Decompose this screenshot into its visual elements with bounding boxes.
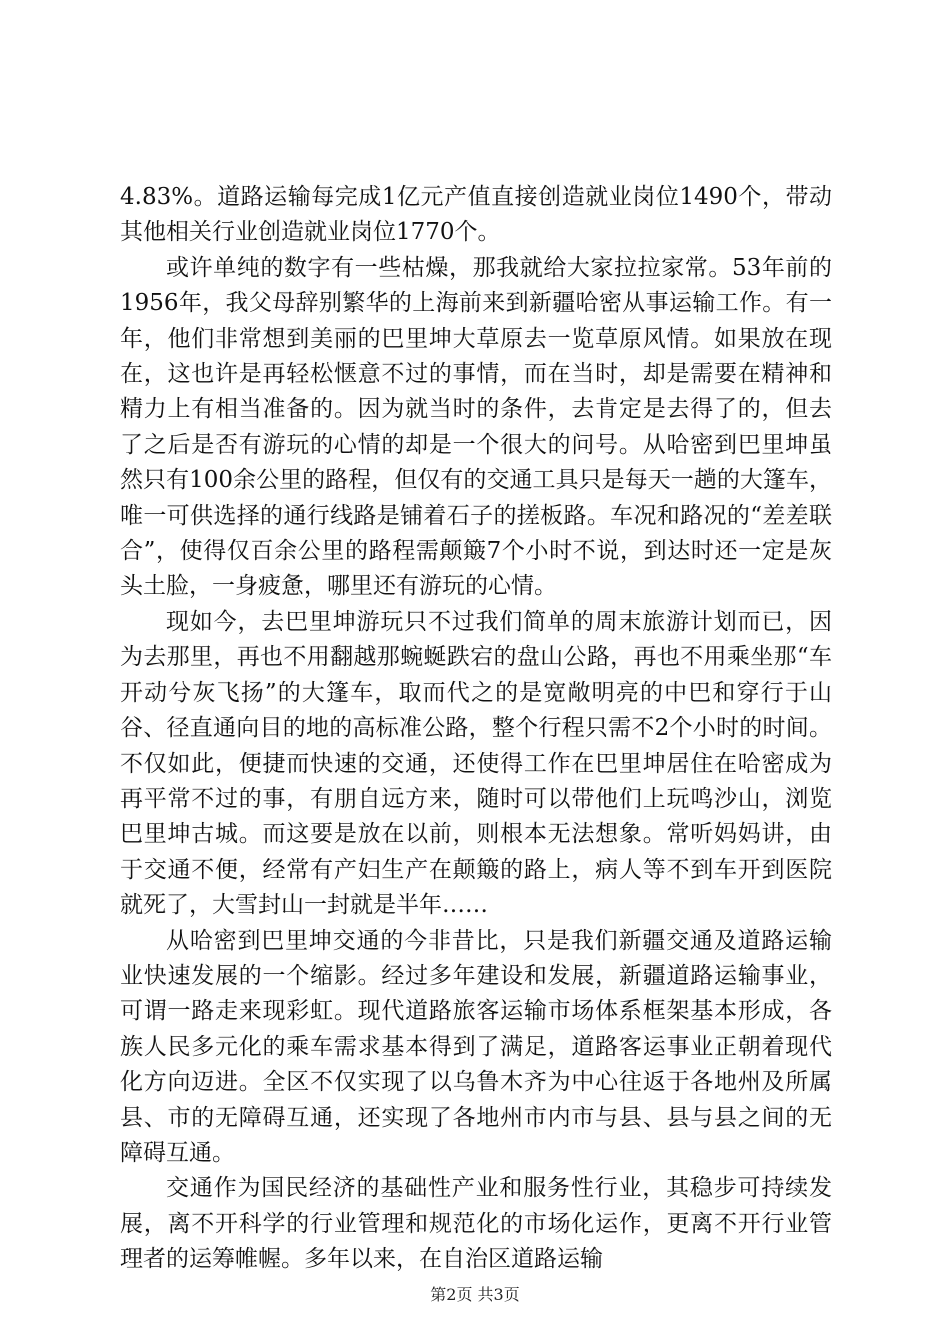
page-number-footer: 第2页 共3页 bbox=[430, 1285, 520, 1304]
paragraph: 或许单纯的数字有一些枯燥，那我就给大家拉拉家常。53年前的1956年，我父母辞别繁华的上海前来到新疆哈密从事运输工作。有一年，他们非常想到美丽的巴里坤大草原去一览草原风情。如果放在现在，这也许是再轻松惬意不过的事情，而在当时，却是需要在精神和精力上有相当准备的。因为就当时的条件，去肯定是去得了的，但去了之后是否有游玩的心情的却是一个很大的问号。从哈密到巴里坤虽然只有100余公里的路程，但仅有的交通工具只是每天一趟的大篷车，唯一可供选择的通行线路是铺着石子的搓板路。车况和路况的“差差联合”，使得仅百余公里的路程需颠簸7个小时不说，到达时还一定是灰头土脸，一身疲惫，哪里还有游玩的心情。 bbox=[120, 254, 832, 600]
body-text bbox=[120, 180, 832, 1278]
paragraph: 4.83%。道路运输每完成1亿元产值直接创造就业岗位1490个，带动其他相关行业创造就业岗位1770个。 bbox=[120, 184, 832, 246]
paragraph: 从哈密到巴里坤交通的今非昔比，只是我们新疆交通及道路运输业快速发展的一个缩影。经过多年建设和发展，新疆道路运输事业，可谓一路走来现彩虹。现代道路旅客运输市场体系框架基本形成，各族人民多元化的乘车需求基本得到了满足，道路客运事业正朝着现代化方向迈进。全区不仅实现了以乌鲁木齐为中心往返于各地州及所属县、市的无障碍互通，还实现了各地州市内市与县、县与县之间的无障碍互通。 bbox=[120, 927, 832, 1166]
paragraph: 交通作为国民经济的基础性产业和服务性行业，其稳步可持续发展，离不开科学的行业管理和规范化的市场化运作，更离不开行业管理者的运筹帷幄。多年以来，在自治区道路运输 bbox=[120, 1175, 832, 1273]
paragraph: 现如今，去巴里坤游玩只不过我们简单的周末旅游计划而已，因为去那里，再也不用翻越那蜿蜒跌宕的盘山公路，再也不用乘坐那“车开动兮灰飞扬”的大篷车，取而代之的是宽敞明亮的中巴和穿行于山谷、径直通向目的地的高标准公路，整个行程只需不2个小时的时间。不仅如此，便捷而快速的交通，还使得工作在巴里坤居住在哈密成为再平常不过的事，有朋自远方来，随时可以带他们上玩鸣沙山，浏览巴里坤古城。而这要是放在以前，则根本无法想象。常听妈妈讲，由于交通不便，经常有产妇生产在颠簸的路上，病人等不到车开到医院就死了，大雪封山一封就是半年…… bbox=[120, 608, 832, 919]
